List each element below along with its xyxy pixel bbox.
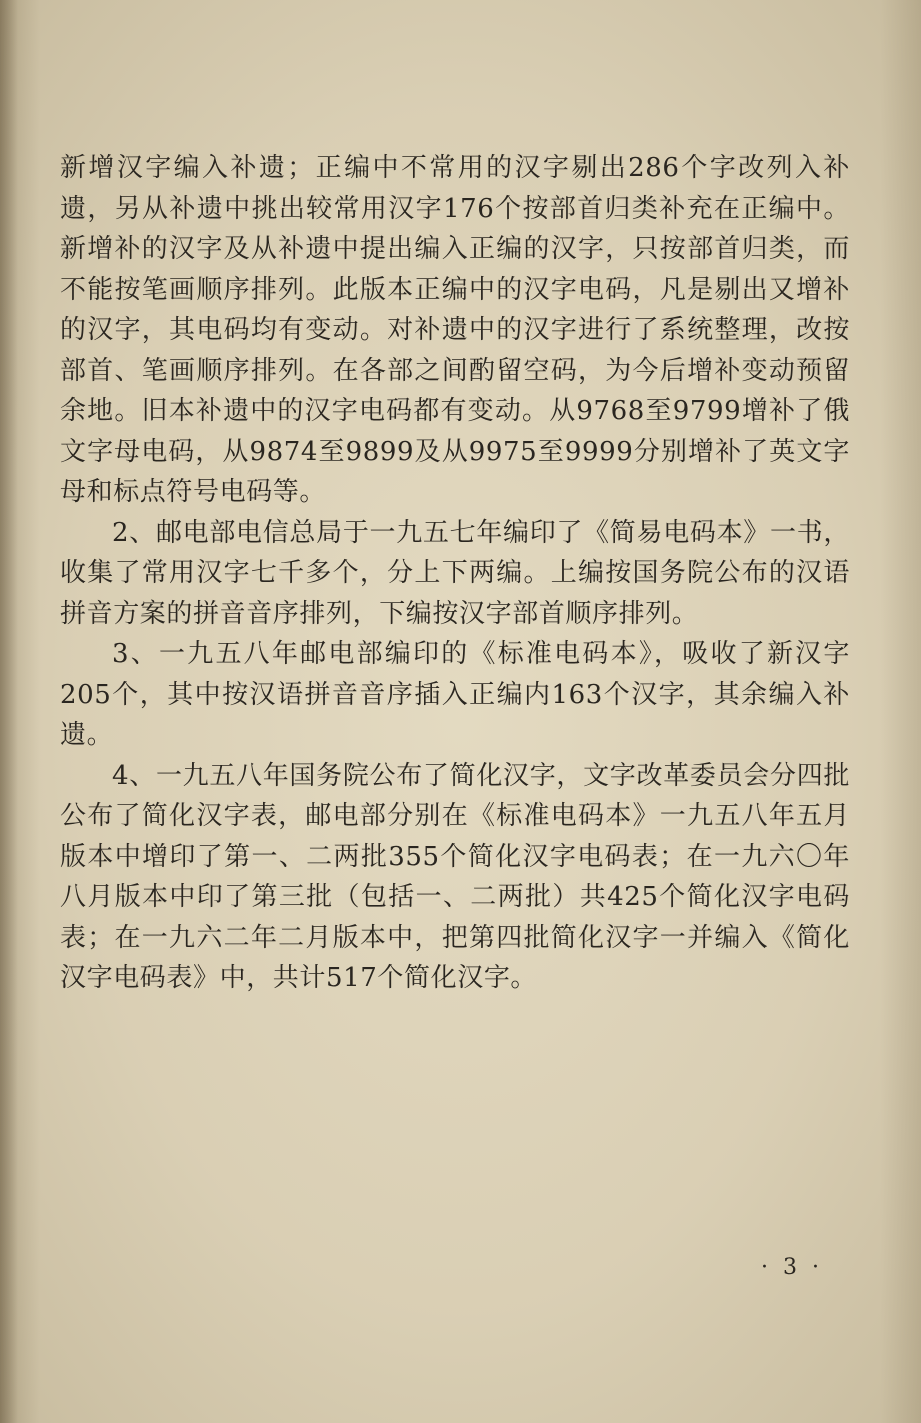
paragraph-item-3: 3、一九五八年邮电部编印的《标准电码本》，吸收了新汉字205个，其中按汉语拼音音序插入正编内163个汉字，其余编入补遗。 [60, 639, 850, 750]
body-text [60, 148, 850, 999]
paragraph-continuation: 新增汉字编入补遗；正编中不常用的汉字剔出286个字改列入补遗，另从补遗中挑出较常用汉字176个按部首归类补充在正编中。新增补的汉字及从补遗中提出编入正编的汉字，只按部首归类，而不能按笔画顺序排列。此版本正编中的汉字电码，凡是剔出又增补的汉字，其电码均有变动。对补遗中的汉字进行了系统整理，改按部首、笔画顺序排列。在各部之间酌留空码，为今后增补变动预留余地。旧本补遗中的汉字电码都有变动。从9768至9799增补了俄文字母电码，从9874至9899及从9975至9999分别增补了英文字母和标点符号电码等。 [60, 153, 850, 507]
paragraph-item-2: 2、邮电部电信总局于一九五七年编印了《简易电码本》一书，收集了常用汉字七千多个，分上下两编。上编按国务院公布的汉语拼音方案的拼音音序排列，下编按汉字部首顺序排列。 [60, 517, 850, 629]
page-number: · 3 · [761, 1255, 823, 1280]
paragraph-item-4: 4、一九五八年国务院公布了简化汉字，文字改革委员会分四批公布了简化汉字表，邮电部分别在《标准电码本》一九五八年五月版本中增印了第一、二两批355个简化汉字电码表；在一九六〇年八月版本中印了第三批（包括一、二两批）共425个简化汉字电码表；在一九六二年二月版本中，把第四批简化汉字一并编入《简化汉字电码表》中，共计517个简化汉字。 [60, 760, 850, 993]
page-edge-shadow [0, 0, 18, 1423]
